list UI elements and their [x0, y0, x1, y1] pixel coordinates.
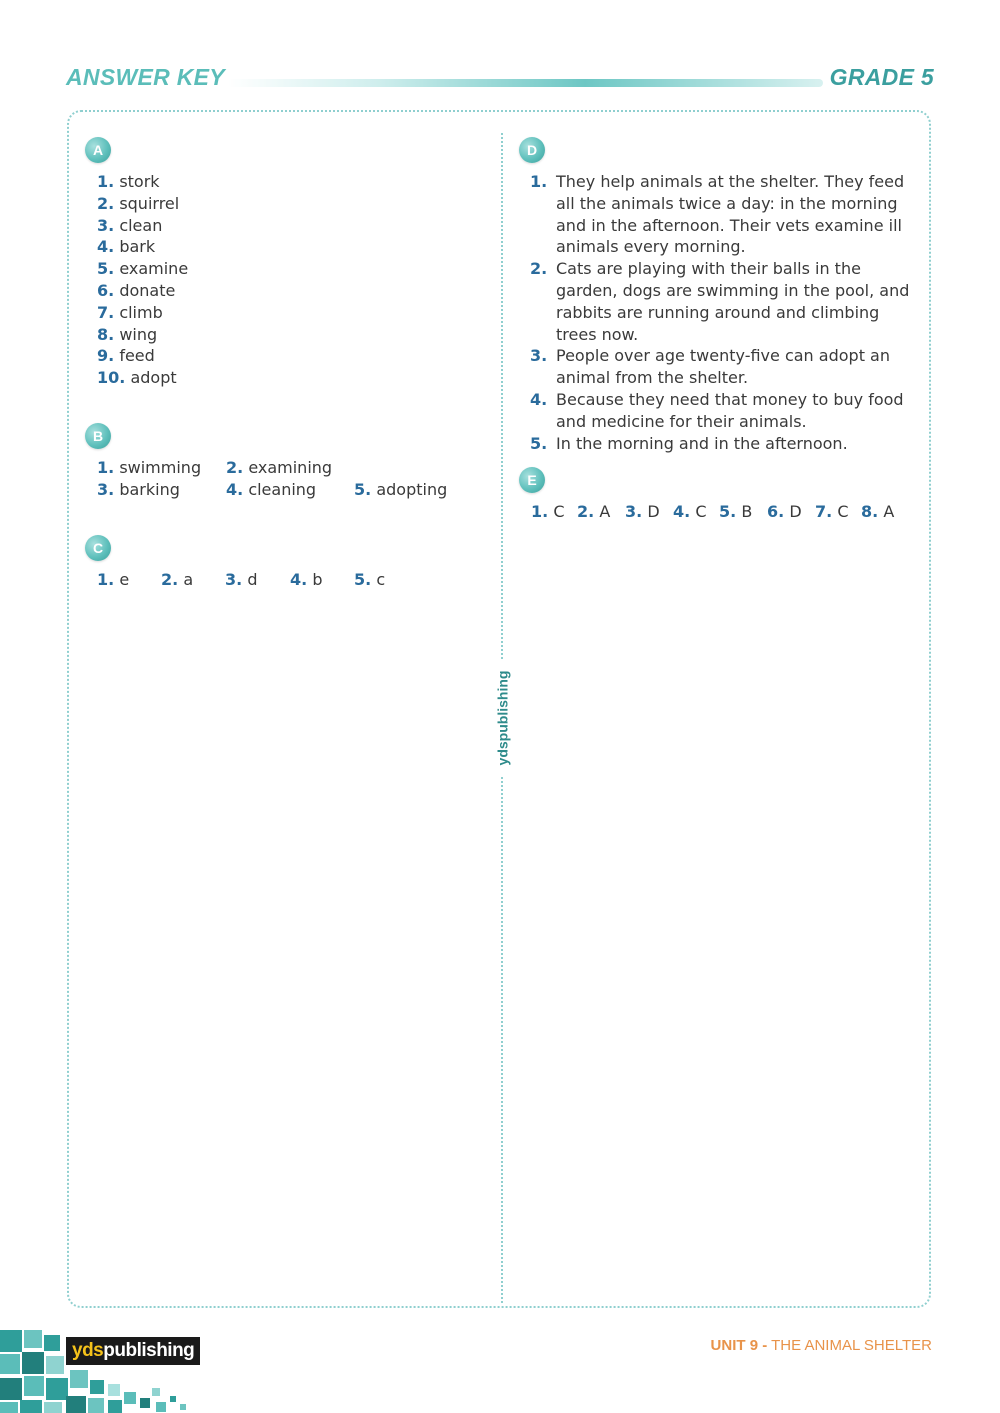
- list-item: [226, 479, 316, 501]
- unit-title: THE ANIMAL SHELTER: [771, 1337, 932, 1354]
- list-item: [354, 479, 447, 501]
- item-number: 2.: [226, 458, 244, 477]
- item-answer: cleaning: [248, 480, 317, 499]
- list-item: [97, 258, 188, 280]
- item-answer: swimming: [119, 458, 202, 477]
- item-number: 8.: [97, 324, 115, 344]
- list-item: [97, 569, 129, 591]
- item-number: 6.: [767, 502, 785, 521]
- item-number: 3.: [530, 346, 548, 366]
- list-item: [577, 501, 610, 523]
- item-number: 3.: [97, 480, 115, 499]
- list-item: [290, 569, 322, 591]
- item-answer: e: [119, 570, 130, 589]
- section-c-badge: C: [85, 535, 111, 561]
- section-b-badge: B: [85, 423, 111, 449]
- item-answer: adopting: [376, 480, 448, 499]
- item-number: 6.: [97, 280, 115, 300]
- item-answer: A: [883, 502, 895, 521]
- item-number: 7.: [815, 502, 833, 521]
- list-item: [815, 501, 848, 523]
- list-item: [673, 501, 706, 523]
- list-item: [161, 569, 193, 591]
- item-number: 4.: [290, 570, 308, 589]
- list-item: [97, 236, 188, 258]
- item-number: 1.: [97, 570, 115, 589]
- item-answer: examining: [248, 458, 333, 477]
- item-answer: C: [695, 502, 707, 521]
- list-item: [531, 501, 564, 523]
- header-divider: [228, 79, 823, 87]
- item-number: 1.: [97, 458, 115, 477]
- list-item: [226, 457, 332, 479]
- logo-yds: yds: [72, 1340, 104, 1361]
- item-answer: wing: [119, 324, 158, 344]
- item-number: 2.: [577, 502, 595, 521]
- item-number: 3.: [225, 570, 243, 589]
- logo-publishing: publishing: [103, 1340, 195, 1361]
- item-answer: examine: [119, 259, 189, 279]
- list-item: [530, 345, 920, 389]
- list-item: [97, 479, 180, 501]
- side-watermark: [489, 660, 515, 775]
- item-number: 5.: [530, 433, 548, 453]
- item-number: 7.: [97, 302, 115, 322]
- item-answer: A: [599, 502, 611, 521]
- item-number: 5.: [97, 259, 115, 279]
- item-number: 5.: [354, 570, 372, 589]
- item-answer: B: [741, 502, 753, 521]
- item-answer: Cats are playing with their balls in the garden, dogs are swimming in the pool, and rabbits are running around and climbing trees now.: [556, 259, 910, 344]
- item-answer: clean: [119, 215, 163, 235]
- item-answer: C: [553, 502, 565, 521]
- list-item: [767, 501, 802, 523]
- item-answer: In the morning and in the afternoon.: [556, 433, 848, 453]
- list-item: [354, 569, 385, 591]
- item-number: 2.: [530, 259, 548, 279]
- unit-footer: [711, 1337, 932, 1354]
- list-item: [530, 389, 920, 433]
- item-answer: feed: [119, 346, 155, 366]
- item-answer: People over age twenty-five can adopt an animal from the shelter.: [556, 346, 890, 388]
- list-item: [625, 501, 660, 523]
- unit-label: UNIT 9 -: [710, 1337, 768, 1354]
- list-item: [530, 433, 920, 455]
- section-e-badge: E: [519, 467, 545, 493]
- item-answer: stork: [119, 172, 160, 191]
- list-item: [530, 258, 920, 345]
- item-answer: D: [647, 502, 660, 521]
- item-answer: donate: [119, 280, 176, 300]
- item-number: 5.: [719, 502, 737, 521]
- item-number: 4.: [226, 480, 244, 499]
- section-b-grid: [97, 457, 477, 501]
- item-answer: squirrel: [119, 193, 180, 213]
- item-number: 4.: [530, 389, 548, 409]
- item-number: 4.: [673, 502, 691, 521]
- list-item: [97, 280, 188, 302]
- list-item: [97, 367, 188, 389]
- item-answer: Because they need that money to buy food and medicine for their animals.: [556, 389, 904, 431]
- publisher-logo: [66, 1337, 200, 1365]
- item-number: 3.: [97, 215, 115, 235]
- item-number: 5.: [354, 480, 372, 499]
- answer-key-title: ANSWER KEY: [66, 64, 225, 90]
- item-number: 9.: [97, 346, 115, 366]
- item-number: 3.: [625, 502, 643, 521]
- list-item: [97, 345, 188, 367]
- side-watermark-text: ydspublishing: [494, 670, 511, 765]
- item-answer: climb: [119, 302, 163, 322]
- item-answer: barking: [119, 480, 180, 499]
- item-number: 1.: [531, 502, 549, 521]
- list-item: [861, 501, 894, 523]
- section-a-list: [97, 171, 188, 389]
- item-answer: c: [376, 570, 386, 589]
- item-answer: a: [183, 570, 194, 589]
- list-item: [225, 569, 257, 591]
- list-item: [719, 501, 752, 523]
- item-answer: bark: [119, 237, 156, 257]
- section-a-badge: A: [85, 137, 111, 163]
- item-number: 2.: [161, 570, 179, 589]
- item-answer: They help animals at the shelter. They feed all the animals twice a day: in the morning and in the afternoon. Their vets examine ill animals every morning.: [556, 172, 905, 257]
- item-number: 4.: [97, 237, 115, 257]
- list-item: [97, 457, 201, 479]
- item-number: 2.: [97, 193, 115, 213]
- item-number: 8.: [861, 502, 879, 521]
- item-answer: adopt: [130, 368, 177, 388]
- list-item: [530, 171, 920, 258]
- list-item: [97, 171, 188, 193]
- section-d-list: [530, 171, 920, 454]
- section-e-row: [531, 501, 911, 523]
- item-number: 10.: [97, 368, 126, 388]
- item-number: 1.: [530, 172, 548, 191]
- section-c-row: [97, 569, 397, 591]
- list-item: [97, 302, 188, 324]
- item-answer: D: [789, 502, 802, 521]
- item-answer: b: [312, 570, 323, 589]
- list-item: [97, 193, 188, 215]
- list-item: [97, 215, 188, 237]
- item-answer: d: [247, 570, 258, 589]
- section-d-badge: D: [519, 137, 545, 163]
- list-item: [97, 324, 188, 346]
- grade-label: GRADE 5: [829, 64, 934, 90]
- item-answer: C: [837, 502, 849, 521]
- item-number: 1.: [97, 172, 115, 191]
